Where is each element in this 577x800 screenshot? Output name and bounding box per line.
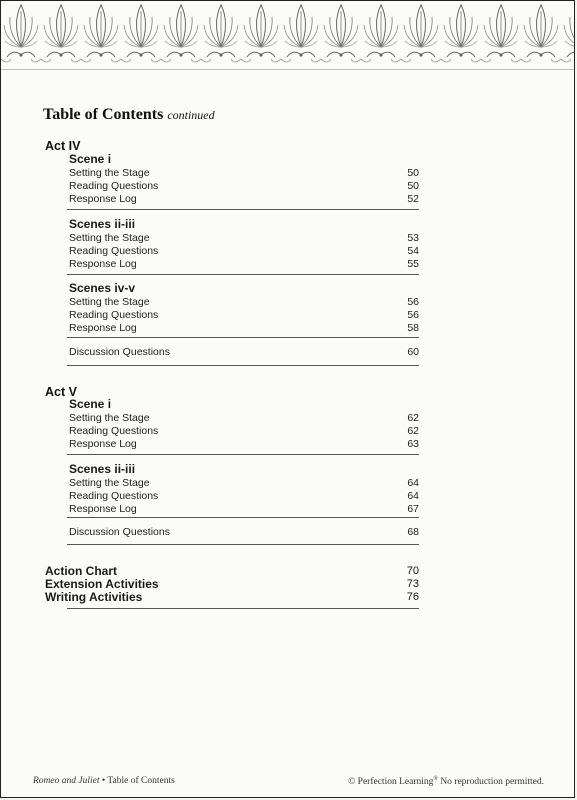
section-divider [67,517,419,518]
toc-entry[interactable] [69,490,419,503]
act-5-scene-1 [69,397,419,450]
act-4-scenes-2-3 [69,217,419,270]
entry-page: 76 [406,591,419,603]
toc-entry[interactable] [69,296,419,309]
entry-page: 53 [407,232,419,244]
scene-title: Scenes iv-v [69,281,136,295]
entry-label: Response Log [69,321,137,334]
act-4-scenes-4-5 [69,281,419,334]
act-4-discussion-entry[interactable] [69,346,419,358]
entry-label: Reading Questions [69,308,159,321]
entry-page: 62 [407,412,419,424]
entry-page: 60 [407,346,419,358]
entry-page: 68 [407,526,419,538]
entry-label: Response Log [69,192,137,205]
scene-title: Scene i [69,152,112,166]
title-text: Table of Contents [43,106,164,123]
entry-page: 70 [406,565,419,577]
toc-entry[interactable] [69,477,419,490]
copyright-text: © Perfection Learning [348,777,434,788]
section-divider [67,544,419,545]
toc-entry[interactable] [69,438,419,451]
toc-entry[interactable] [69,193,419,206]
entry-label: Reading Questions [69,244,159,257]
act-5-heading: Act V [45,385,77,399]
entry-page: 56 [407,308,419,321]
toc-entry[interactable] [69,503,419,516]
entry-label: Extension Activities [45,577,159,591]
entry-label: Action Chart [45,564,117,578]
entry-label: Response Log [69,502,137,515]
entry-page: 56 [407,296,419,308]
entry-page: 50 [407,179,419,192]
footer-separator: • [101,776,106,786]
entry-page: 58 [407,321,419,334]
entry-label: Reading Questions [69,489,159,502]
toc-entry[interactable] [69,180,419,193]
toc-entry-writing-activities[interactable] [45,590,419,604]
entry-label: Response Log [69,437,137,450]
entry-label: Reading Questions [69,179,159,192]
toc-entry-extension-activities[interactable] [45,577,419,591]
act-4-scene-1 [69,152,419,205]
copyright-notice: No reproduction permitted. [440,777,544,788]
footer-section: Table of Contents [107,776,175,786]
section-divider [67,454,419,455]
entry-page: 50 [407,167,419,179]
toc-entry-action-chart[interactable] [45,564,419,578]
entry-label: Reading Questions [69,424,159,437]
scene-title: Scenes ii-iii [69,462,136,476]
section-divider [67,608,419,609]
continued-label: continued [167,108,215,122]
section-divider [67,209,419,210]
entry-page: 55 [407,257,419,270]
toc-entry[interactable] [69,309,419,322]
entry-page: 62 [407,424,419,437]
entry-page: 64 [407,489,419,502]
entry-page: 67 [407,502,419,515]
act-5-discussion-entry[interactable] [69,526,419,538]
entry-label: Writing Activities [45,590,143,604]
entry-label: Setting the Stage [69,477,150,489]
section-divider [67,337,419,338]
entry-label: Setting the Stage [69,232,150,244]
toc-entry[interactable] [69,322,419,335]
entry-page: 73 [406,578,419,590]
footer-book-title [33,776,175,786]
act-5-scenes-2-3 [69,462,419,515]
entry-label: Discussion Questions [69,526,170,538]
entry-page: 64 [407,477,419,489]
section-divider [67,365,419,366]
anthemion-ornament-border [1,1,574,70]
entry-label: Response Log [69,257,137,270]
entry-label: Setting the Stage [69,167,150,179]
toc-entry[interactable] [69,232,419,245]
entry-page: 63 [407,437,419,450]
toc-entry[interactable] [69,425,419,438]
trademark-mark: ® [433,776,438,782]
footer-copyright [348,776,544,787]
entry-label: Setting the Stage [69,296,150,308]
section-divider [67,274,419,275]
entry-page: 52 [407,192,419,205]
toc-entry[interactable] [69,258,419,271]
toc-entry[interactable] [69,245,419,258]
toc-entry[interactable] [69,412,419,425]
toc-entry[interactable] [69,167,419,180]
page-title [43,106,215,124]
entry-page: 54 [407,244,419,257]
act-4-heading: Act IV [45,139,81,153]
scene-title: Scenes ii-iii [69,217,136,231]
entry-label: Discussion Questions [69,346,170,358]
book-title: Romeo and Juliet [33,776,100,786]
scene-title: Scene i [69,397,112,411]
entry-label: Setting the Stage [69,412,150,424]
